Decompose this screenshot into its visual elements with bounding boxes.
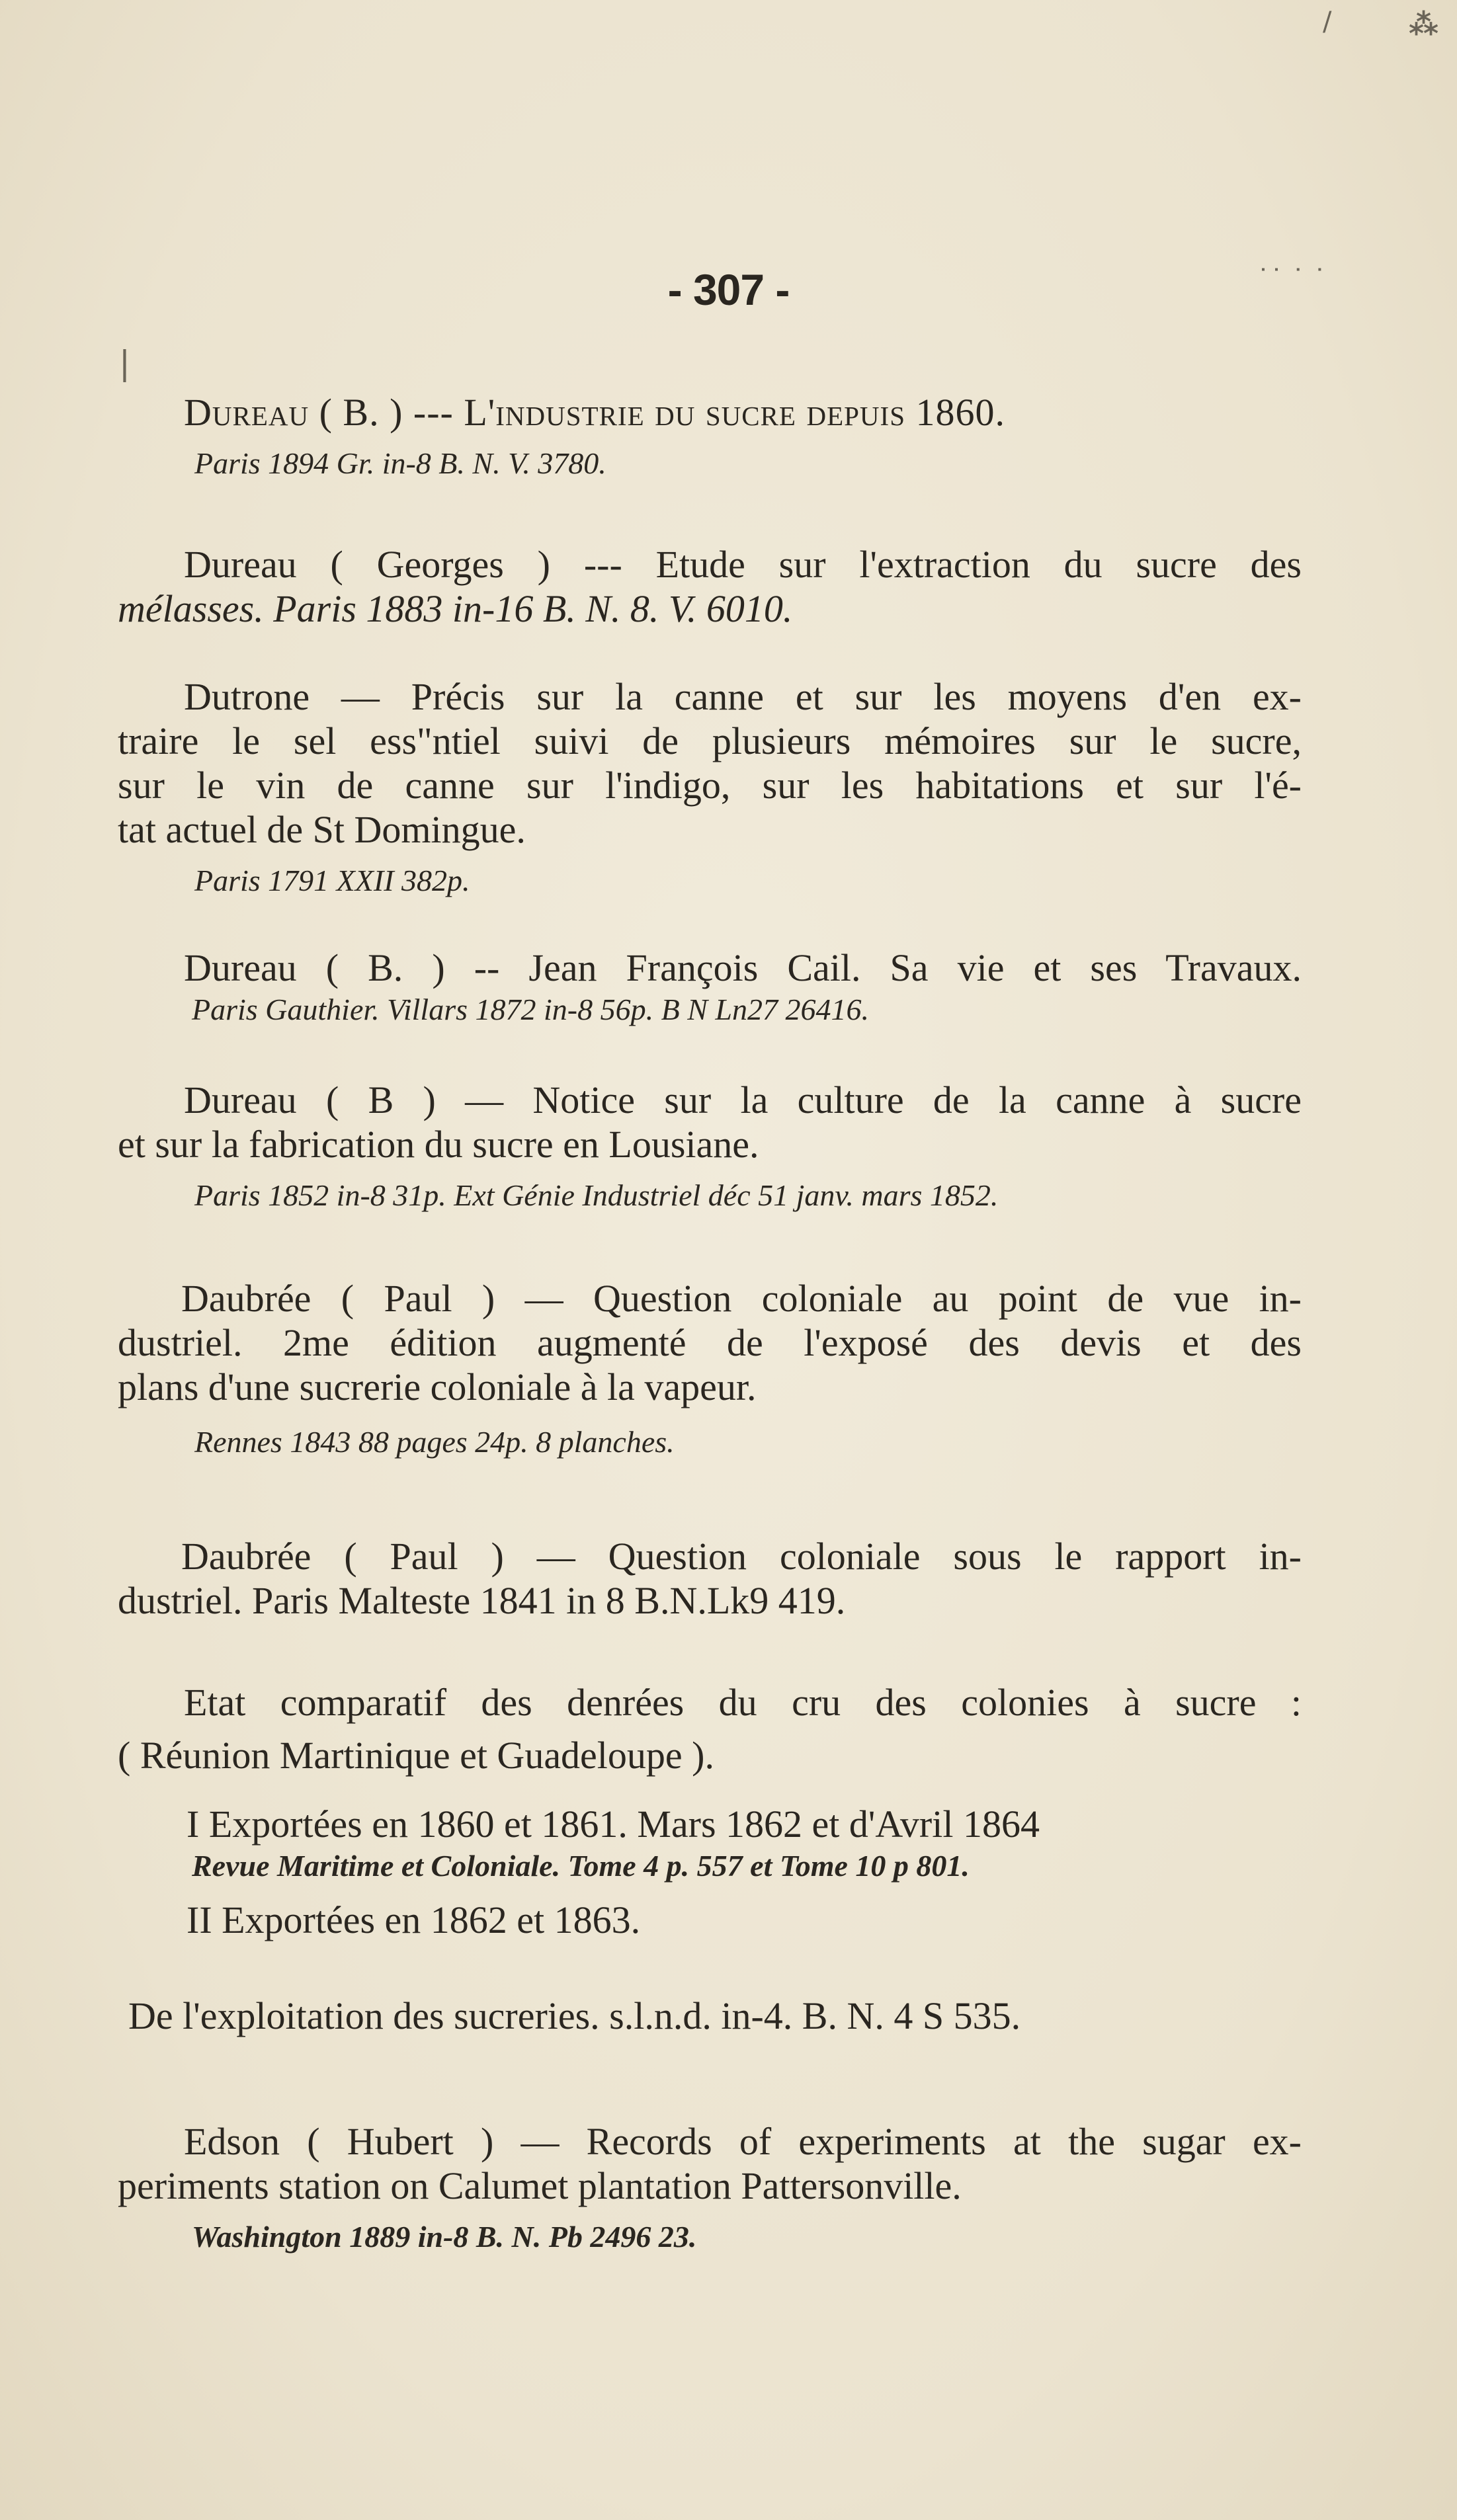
entry-line: Dureau ( Georges ) --- Etude sur l'extraction du sucre des (184, 543, 1302, 586)
bibliography-entry (118, 1994, 1302, 2038)
entry-reference: Paris 1791 XXII 382p. (194, 864, 470, 897)
entry-line: dustriel. Paris Malteste 1841 in 8 B.N.Lk9 419. (118, 1579, 846, 1622)
entry-reference: Paris 1852 in-8 31p. Ext Génie Industriel déc 51 janv. mars 1852. (194, 1178, 999, 1212)
entry-line: tat actuel de St Domingue. (118, 808, 526, 851)
ink-speck-icon: | (119, 344, 130, 382)
entry-line: Dureau ( B. ) -- Jean François Cail. Sa vie et ses Travaux. (184, 946, 1302, 989)
ink-speck-icon: ˙˙ ˙ ˙ (1257, 264, 1327, 295)
entry-line: Dureau ( B ) — Notice sur la culture de la canne à sucre (184, 1078, 1302, 1121)
page-number: - 307 - (667, 265, 790, 314)
entry-line: periments station on Calumet plantation Pattersonville. (118, 2164, 962, 2207)
entry-line: Etat comparatif des denrées du cru des colonies à sucre : (184, 1681, 1302, 1724)
entry-line: traire le sel ess"ntiel suivi de plusieurs mémoires sur le sucre, (118, 719, 1302, 762)
entry-line: et sur la fabrication du sucre en Lousiane. (118, 1123, 759, 1166)
entry-line: sur le vin de canne sur l'indigo, sur les habitations et sur l'é- (118, 764, 1302, 807)
entry-reference: Rennes 1843 88 pages 24p. 8 planches. (194, 1425, 675, 1459)
bibliography-entry (118, 1078, 1302, 1215)
entry-line: I Exportées en 1860 et 1861. Mars 1862 et d'Avril 1864 (187, 1803, 1040, 1846)
entry-line: Dutrone — Précis sur la canne et sur les moyens d'en ex- (184, 675, 1302, 718)
bibliography-entry (118, 674, 1302, 901)
entry-line: Daubrée ( Paul ) — Question coloniale au point de vue in- (181, 1277, 1302, 1320)
bibliography-entry (118, 2119, 1302, 2257)
entry-text: Dureau ( B. ) --- L'industrie du sucre depuis 1860. (184, 391, 1005, 434)
bibliography-entry (118, 1802, 1302, 1886)
bibliography-entry (118, 1276, 1302, 1462)
bibliography-entry (118, 542, 1302, 631)
bibliography-entry (118, 946, 1302, 1030)
entry-line: De l'exploitation des sucreries. s.l.n.d. in-4. B. N. 4 S 535. (128, 1994, 1021, 2037)
entry-reference: Washington 1889 in-8 B. N. Pb 2496 23. (192, 2220, 697, 2254)
entry-line: plans d'une sucrerie coloniale à la vapeur. (118, 1365, 757, 1408)
entry-line: ( Réunion Martinique et Guadeloupe ). (118, 1734, 714, 1777)
entry-line: dustriel. 2me édition augmenté de l'exposé des devis et des (118, 1321, 1302, 1364)
bibliography-entry (118, 1898, 1302, 1942)
ink-speck-icon: / (1323, 7, 1332, 37)
entry-line: II Exportées en 1862 et 1863. (187, 1898, 641, 1941)
entry-reference: Paris 1894 Gr. in-8 B. N. V. 3780. (194, 446, 606, 480)
bibliography-entry (118, 1676, 1302, 1782)
ink-speck-icon: ⁂ (1409, 8, 1439, 42)
entry-line: mélasses. Paris 1883 in-16 B. N. 8. V. 6010. (118, 587, 793, 630)
entry-line: Edson ( Hubert ) — Records of experiments at the sugar ex- (184, 2120, 1302, 2163)
bibliography-entry (118, 390, 1302, 483)
entry-reference: Paris Gauthier. Villars 1872 in-8 56p. B N Ln27 26416. (192, 993, 869, 1026)
entry-line: Daubrée ( Paul ) — Question coloniale sous le rapport in- (181, 1535, 1302, 1578)
entry-line (118, 390, 1302, 434)
bibliography-entry (118, 1534, 1302, 1623)
entry-reference: Revue Maritime et Coloniale. Tome 4 p. 557 et Tome 10 p 801. (192, 1849, 970, 1883)
